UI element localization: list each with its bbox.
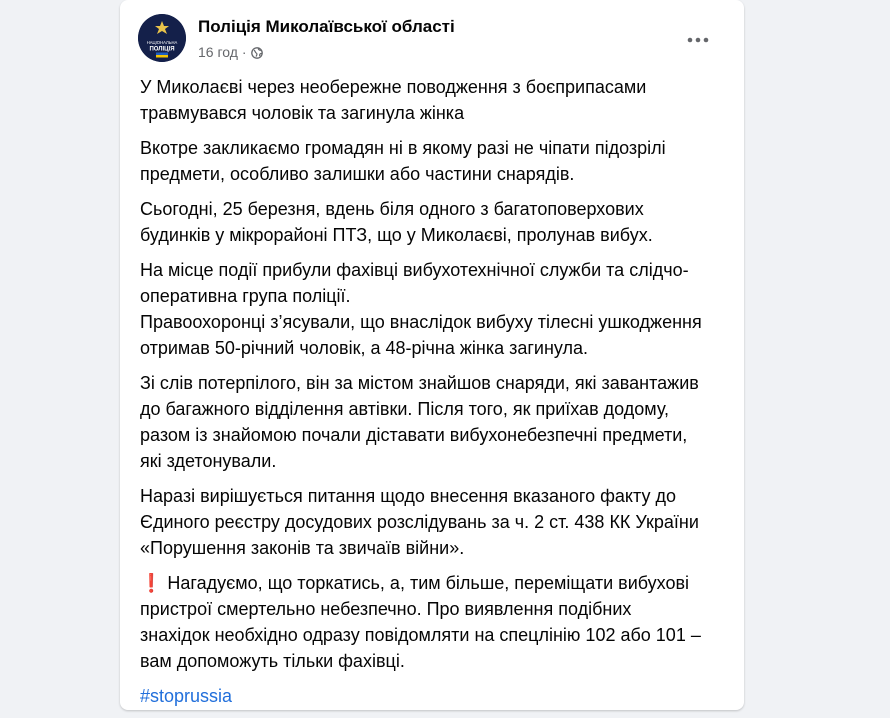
post-time[interactable]: 16 год xyxy=(198,44,238,60)
text-line: Сьогодні, 25 березня, вдень біля одного з багатоповерхових xyxy=(140,199,644,219)
paragraph-6 xyxy=(140,483,732,561)
globe-icon[interactable] xyxy=(251,46,263,58)
text-line: будинків у мікрорайоні ПТЗ, що у Миколаєві, пролунав вибух. xyxy=(140,225,653,245)
text-line: Правоохоронці з’ясували, що внаслідок вибуху тілесні ушкодження xyxy=(140,312,702,332)
post-card xyxy=(120,0,744,710)
police-badge-icon xyxy=(138,14,186,62)
text-line: Наразі вирішується питання щодо внесення вказаного факту до xyxy=(140,486,676,506)
text-line: пристрої смертельно небезпечно. Про виявлення подібних xyxy=(140,599,632,619)
hashtag-paragraph xyxy=(140,683,732,709)
more-options-icon xyxy=(687,37,709,43)
text-line: оперативна група поліції. xyxy=(140,286,351,306)
text-line: які здетонували. xyxy=(140,451,277,471)
page-name[interactable]: Поліція Миколаївської області xyxy=(198,17,455,36)
meta-separator: · xyxy=(241,44,247,60)
avatar-text-line1: НАЦІОНАЛЬНА xyxy=(146,40,178,45)
flag-yellow xyxy=(156,55,168,58)
text-line: разом із знайомою почали діставати вибухонебезпечні предмети, xyxy=(140,425,688,445)
post-body xyxy=(140,74,732,718)
warning-paragraph xyxy=(140,570,732,674)
text-line: На місце події прибули фахівці вибухотехнічної служби та слідчо- xyxy=(140,260,689,280)
text-line: У Миколаєві через необережне поводження з боєприпасами xyxy=(140,77,647,97)
text-line: Єдиного реєстру досудових розслідувань за ч. 2 ст. 438 КК України xyxy=(140,512,699,532)
text-line: вам допоможуть тільки фахівці. xyxy=(140,651,405,671)
avatar-text-line2: ПОЛІЦІЯ xyxy=(149,46,175,53)
text-line: «Порушення законів та звичаїв війни». xyxy=(140,538,465,558)
exclamation-icon: ❗ xyxy=(140,573,163,593)
text-line: отримав 50-річний чоловік, а 48-річна жінка загинула. xyxy=(140,338,589,358)
post-header xyxy=(138,14,726,64)
text-line xyxy=(140,570,732,596)
text-line: знахідок необхідно одразу повідомляти на спецлінію 102 або 101 – xyxy=(140,625,701,645)
avatar[interactable] xyxy=(138,14,186,62)
paragraph-2 xyxy=(140,135,732,187)
paragraph-3 xyxy=(140,196,732,248)
text-line: Вкотре закликаємо громадян ні в якому разі не чіпати підозрілі xyxy=(140,138,666,158)
flag-blue xyxy=(156,53,168,56)
text-line: предмети, особливо залишки або частини снарядів. xyxy=(140,164,575,184)
paragraph-1 xyxy=(140,74,732,126)
paragraph-4 xyxy=(140,257,732,361)
hashtag-link[interactable]: #stoprussia xyxy=(140,686,233,706)
text-line: Зі слів потерпілого, він за містом знайшов снаряди, які завантажив xyxy=(140,373,699,393)
text-line: до багажного відділення автівки. Після того, як приїхав додому, xyxy=(140,399,670,419)
more-options-button[interactable] xyxy=(680,22,716,58)
post-meta xyxy=(198,44,263,60)
text-line: травмувався чоловік та загинула жінка xyxy=(140,103,465,123)
paragraph-5 xyxy=(140,370,732,474)
warning-text: Нагадуємо, що торкатись, а, тим більше, переміщати вибухові xyxy=(162,573,690,593)
